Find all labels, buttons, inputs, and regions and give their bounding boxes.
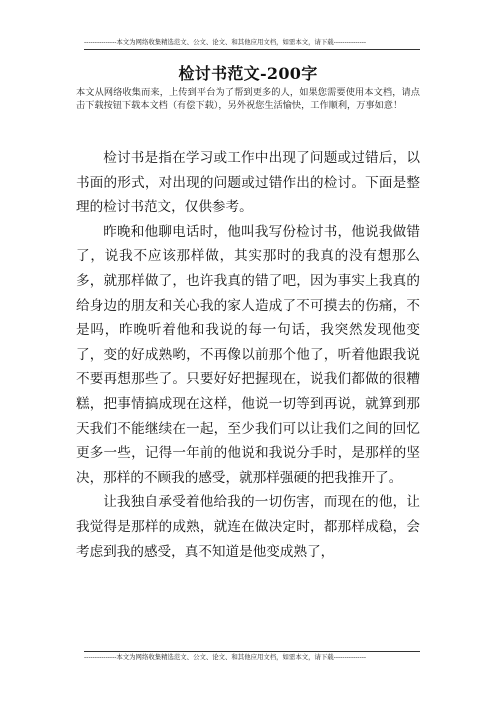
page-header-banner: ---------------本文为网络收集精选范文、公文、论文、和其他应用文档，如需本文，请下载---------------	[84, 38, 367, 46]
body-paragraph-1: 检讨书是指在学习或工作中出现了问题或过错后，以书面的形式，对出现的问题或过错作出的检讨。下面是整理的检讨书范文，仅供参考。	[76, 150, 420, 216]
header-divider	[84, 49, 420, 50]
body-paragraph-2: 昨晚和他聊电话时，他叫我写份检讨书，他说我做错了，说我不应该那样做，其实那时的我真的没有想那么多，就那样做了，也许我真的错了吧，因为事实上我真的给身边的朋友和关心我的家人造成了不可摸去的伤痛，不是吗，昨晚听着他和我说的每一句话，我突然发现他变了，变的好成熟哟，不再像以前那个他了，听着他跟我说不要再想那些了。只要好好把握现在，说我们都做的很糟糕，把事情搞成现在这样，他说一切等到再说，就算到那天我们不能继续在一起，至少我们可以让我们之间的回忆更多一些，记得一年前的他说和我说分手时，是那样的坚决，那样的不顾我的感受，就那样强硬的把我推开了。	[76, 223, 420, 486]
document-title: 检讨书范文-200字	[178, 64, 318, 83]
footer-divider	[84, 651, 420, 652]
page-footer-banner: ---------------本文为网络收集精选范文、公文、论文、和其他应用文档，如需本文，请下载---------------	[84, 653, 367, 661]
body-paragraph-3: 让我独自承受着他给我的一切伤害，而现在的他，让我觉得是那样的成熟，就连在做决定时，都那样成稳，会考虑到我的感受，真不知道是他变成熟了，	[76, 494, 420, 560]
document-intro: 本文从网络收集而来，上传到平台为了帮到更多的人，如果您需要使用本文档，请点击下载按钮下载本文档（有偿下载），另外祝您生活愉快，工作顺利，万事如意！	[76, 87, 420, 111]
document-body	[76, 146, 420, 564]
